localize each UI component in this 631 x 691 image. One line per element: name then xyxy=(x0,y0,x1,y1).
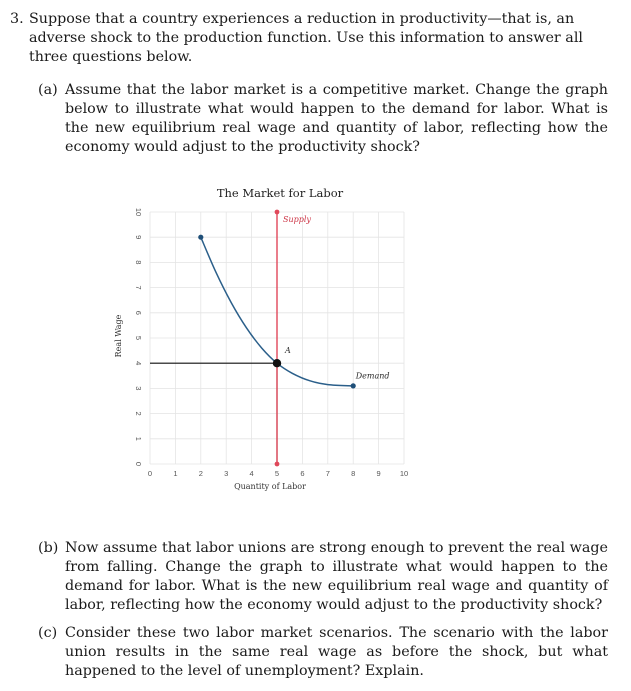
x-tick-label: 9 xyxy=(376,469,381,478)
chart-svg xyxy=(108,181,438,501)
x-tick-label: 3 xyxy=(224,469,229,478)
part-a-label: (a) xyxy=(38,82,58,98)
part-c-text: Consider these two labor market scenarios. The scenario with the labor union results in the same real wage as before the shock, but what happened to the level of unemployment? Explain. xyxy=(65,625,608,679)
y-tick-label: 4 xyxy=(134,361,144,366)
part-c xyxy=(38,624,608,681)
y-tick-label: 8 xyxy=(134,260,144,265)
question-intro: Suppose that a country experiences a reduction in productivity—that is, an adverse shock to the production function. Use this information to answer all three questions below. xyxy=(29,11,583,65)
demand-start-point xyxy=(198,235,203,240)
part-a xyxy=(38,81,608,157)
supply-label: Supply xyxy=(283,215,311,225)
y-tick-label: 9 xyxy=(134,235,144,240)
y-tick-label: 2 xyxy=(134,411,144,416)
part-b xyxy=(38,539,608,615)
chart-title: The Market for Labor xyxy=(216,186,344,200)
part-a-text: Assume that the labor market is a competitive market. Change the graph below to illustrate what would happen to the demand for labor. What is the new equilibrium real wage and quantity of labor, reflecting how the economy would adjust to the productivity shock? xyxy=(65,82,608,155)
supply-top-point xyxy=(275,210,280,215)
demand-end-point xyxy=(351,383,356,388)
x-tick-label: 10 xyxy=(399,469,409,478)
part-b-text: Now assume that labor unions are strong enough to prevent the real wage from falling. Change the graph to illustrate what would happen to the demand for labor. What is the new equilibrium real wage and quantity of labor, reflecting how the economy would adjust to the productivity shock? xyxy=(65,540,608,613)
part-c-label: (c) xyxy=(38,625,58,641)
y-tick-label: 5 xyxy=(134,335,144,341)
equilibrium-label: A xyxy=(285,346,291,356)
x-tick-label: 2 xyxy=(198,469,203,478)
y-tick-label: 7 xyxy=(134,285,144,290)
y-axis-title: Real Wage xyxy=(114,314,123,358)
x-tick-label: 7 xyxy=(325,469,330,478)
supply-bottom-point xyxy=(275,462,280,467)
x-tick-label: 1 xyxy=(173,469,178,478)
demand-label: Demand xyxy=(355,371,390,381)
x-axis-title: Quantity of Labor xyxy=(234,482,306,491)
equilibrium-point xyxy=(273,359,281,367)
y-tick-label: 6 xyxy=(134,310,144,315)
x-tick-label: 4 xyxy=(249,469,254,478)
y-tick-label: 1 xyxy=(134,436,144,441)
x-tick-label: 6 xyxy=(300,469,305,478)
question-number: 3. xyxy=(10,11,24,27)
x-tick-label: 5 xyxy=(274,469,280,478)
y-tick-label: 0 xyxy=(134,461,144,467)
y-tick-label: 3 xyxy=(134,386,144,391)
x-tick-label: 0 xyxy=(147,469,153,478)
x-tick-label: 8 xyxy=(351,469,356,478)
y-tick-label: 10 xyxy=(134,207,144,217)
part-b-label: (b) xyxy=(38,540,59,556)
labor-market-chart xyxy=(108,181,438,501)
